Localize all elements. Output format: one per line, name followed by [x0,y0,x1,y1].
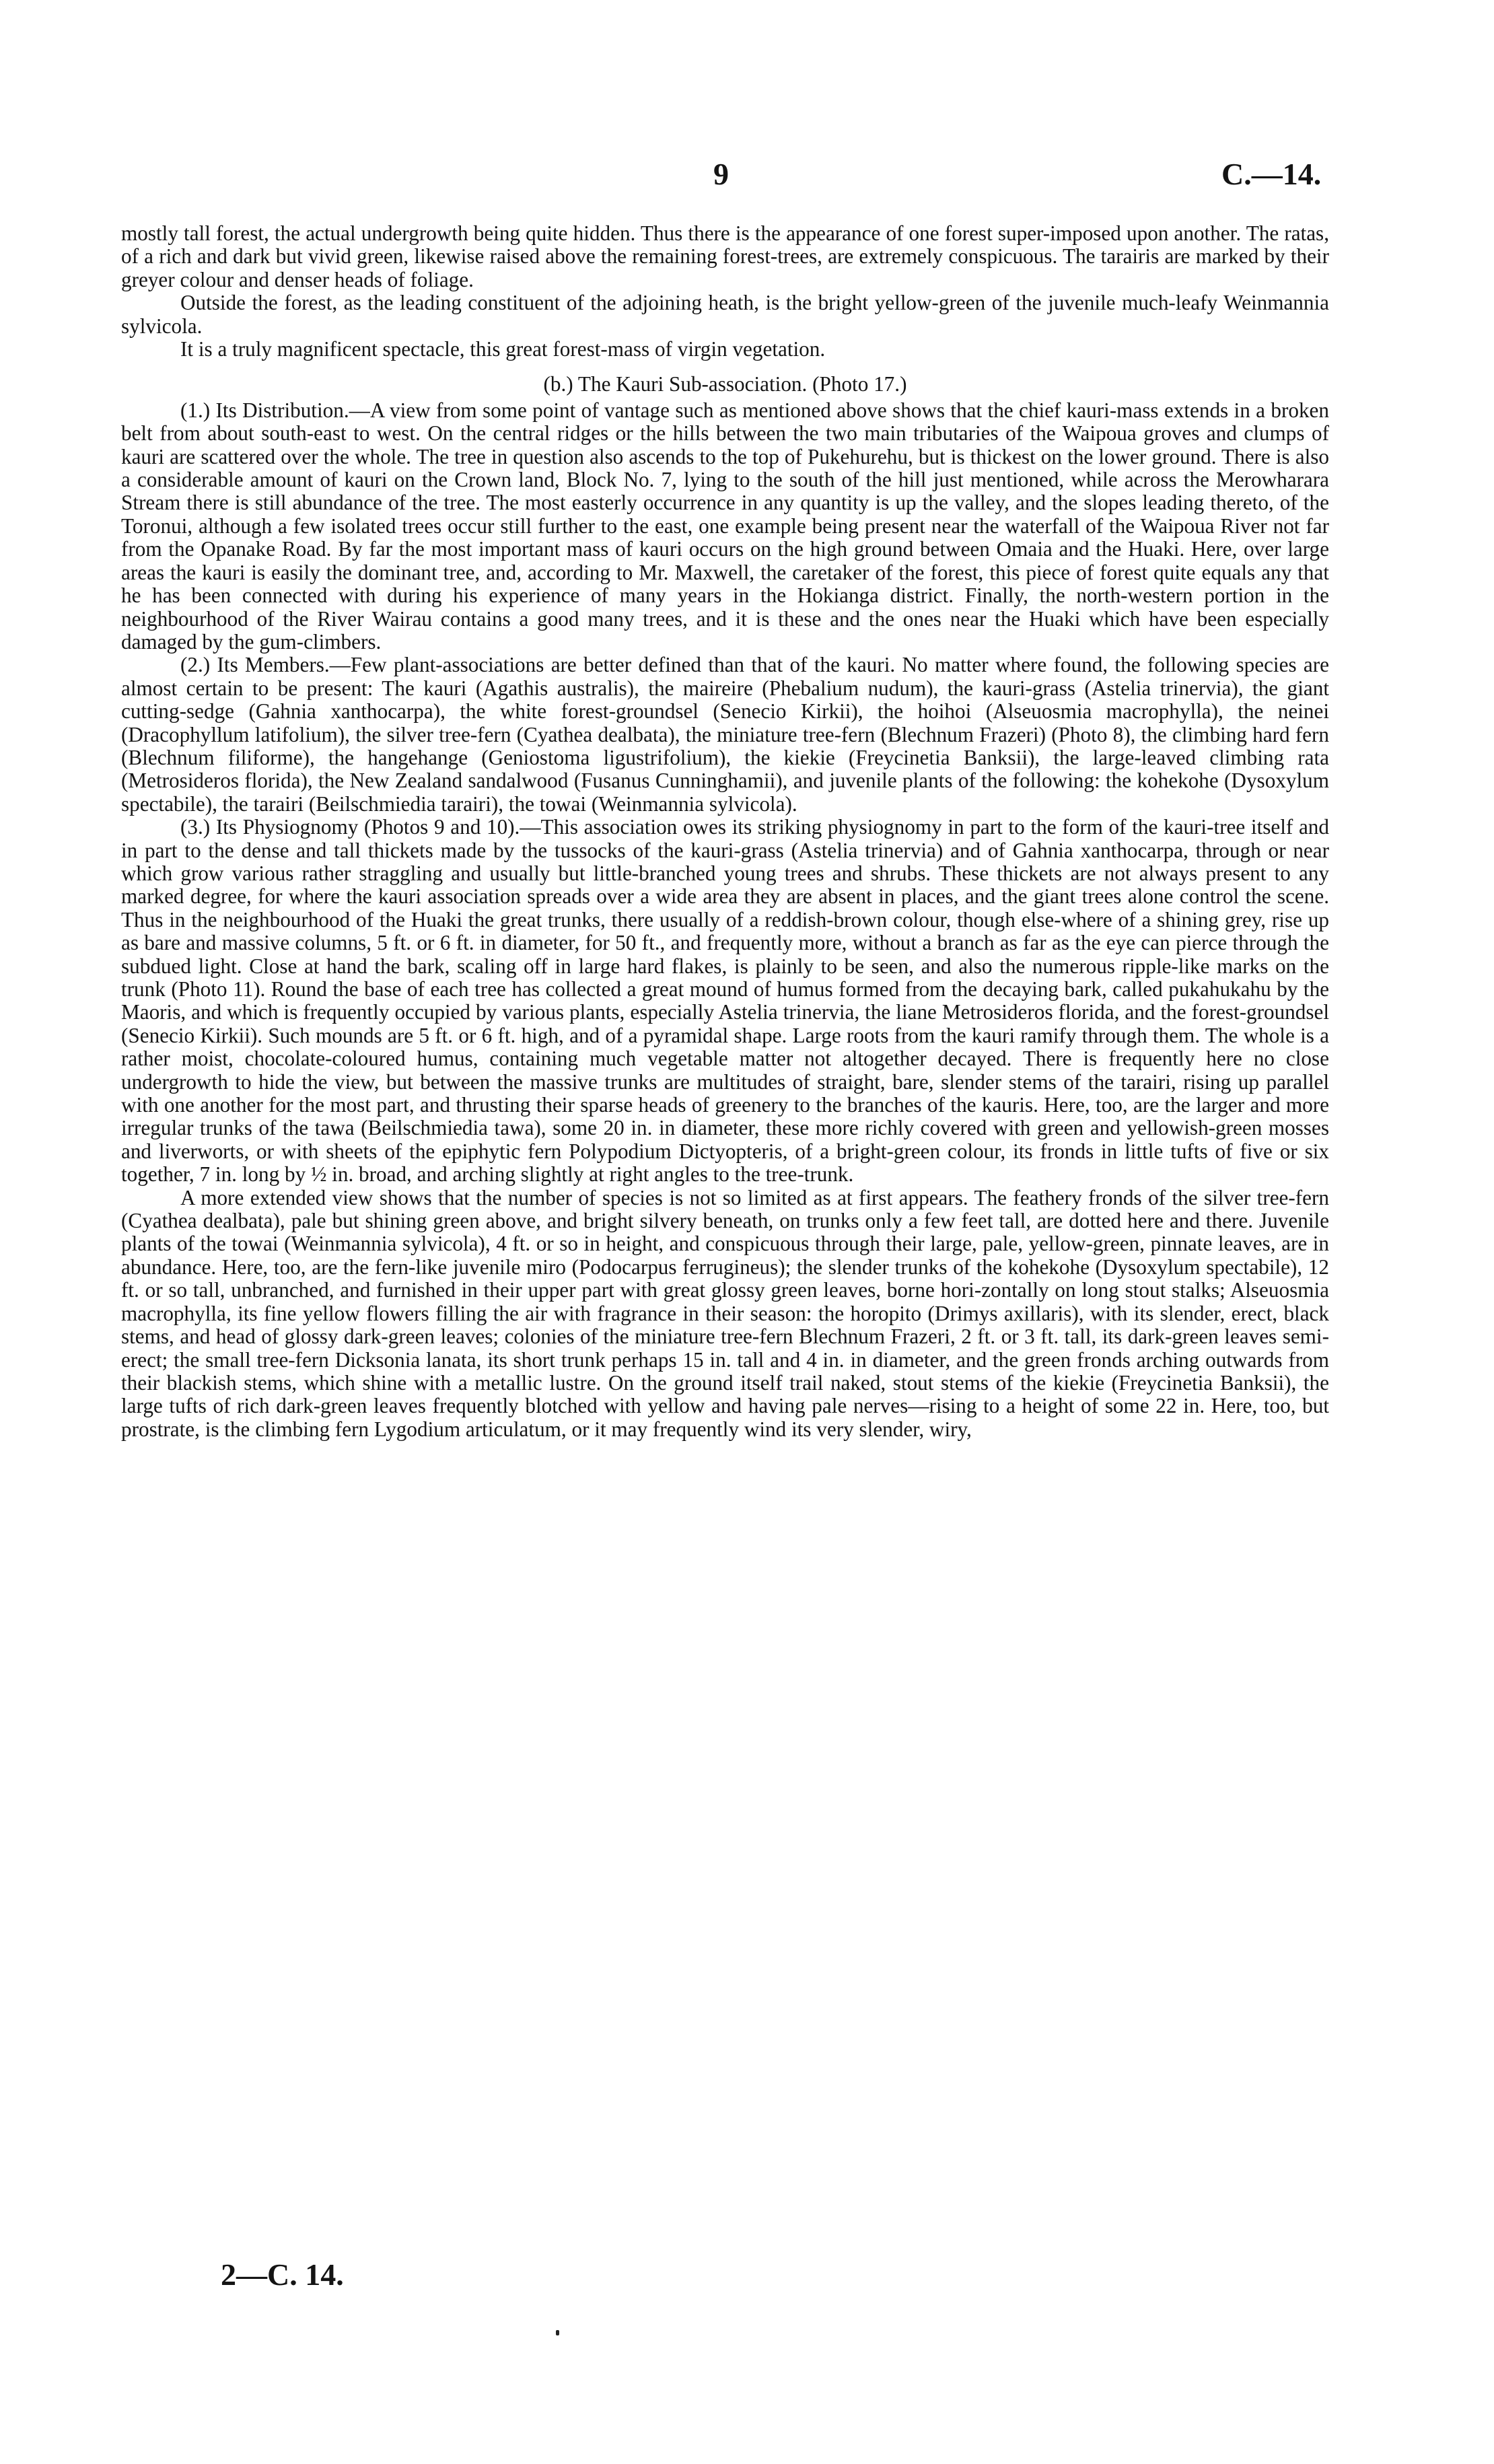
print-speck [556,2330,559,2335]
paragraph-extended-view: A more extended view shows that the number of species is not so limited as at first appears. The feathery fronds of the silver tree-fern (Cyathea dealbata), pale but shining green above, and bright silvery beneath, on trunks only a few feet tall, are dotted here and there. Juvenile plants of the towai (Weinmannia sylvicola), 4 ft. or so in height, and conspicuous through their large, pale, yellow-green, pinnate leaves, are in abundance. Here, too, are the fern-like juvenile miro (Podocarpus ferrugineus); the slender trunks of the kohekohe (Dysoxylum spectabile), 12 ft. or so tall, unbranched, and furnished in their upper part with great glossy green leaves, borne hori-zontally on long stout stalks; Alseuosmia macrophylla, its fine yellow flowers filling the air with fragrance in their season: the horopito (Drimys axillaris), with its slender, erect, black stems, and head of glossy dark-green leaves; colonies of the miniature tree-fern Blechnum Frazeri, 2 ft. or 3 ft. tall, its dark-green leaves semi-erect; the small tree-fern Dicksonia lanata, its short trunk perhaps 15 in. tall and 4 in. in diameter, and the green fronds arching outwards from their blackish stems, which shine with a metallic lustre. On the ground itself trail naked, stout stems of the kiekie (Freycinetia Banksii), the large tufts of rich dark-green leaves frequently blotched with yellow and having pale nerves—rising to a height of some 22 in. Here, too, but prostrate, is the climbing fern Lygodium articulatum, or it may frequently wind its very slender, wiry, [121,1185,1329,1441]
paragraph-2: Outside the forest, as the leading constituent of the adjoining heath, is the bright yellow-green of the juvenile much-leafy Weinmannia sylvicola. [121,291,1329,338]
document-reference: C.—14. [1221,157,1322,191]
paragraph-3: It is a truly magnificent spectacle, this great forest-mass of virgin vegetation. [180,337,826,361]
paragraph-distribution: (1.) Its Distribution.—A view from some point of vantage such as mentioned above shows that the chief kauri-mass extends in a broken belt from about south-east to west. On the central ridges or the hills between the two main tributaries of the Waipoua groves and clumps of kauri are scattered over the whole. The tree in question also ascends to the top of Pukehurehu, but is thickest on the lower ground. There is also a considerable amount of kauri on the Crown land, Block No. 7, lying to the south of the hill just mentioned, while across the Merowharara Stream there is still abundance of the tree. The most easterly occurrence in any quantity is up the valley, and the slopes leading thereto, of the Toronui, although a few isolated trees occur still further to the east, one example being present near the waterfall of the Waipoua River not far from the Opanake Road. By far the most important mass of kauri occurs on the high ground between Omaia and the Huaki. Here, over large areas the kauri is easily the dominant tree, and, according to Mr. Maxwell, the caretaker of the forest, this piece of forest quite equals any that he has been connected with during his experience of many years in the Hokianga district. Finally, the north-western portion in the neighbourhood of the River Wairau contains a good many trees, and it is these and the ones near the Huaki which have been especially damaged by the gum-climbers. [121,398,1329,654]
signature-mark: 2—C. 14. [221,2257,344,2292]
paragraph-1: mostly tall forest, the actual undergrowth being quite hidden. Thus there is the appearance of one forest super-imposed upon another. The ratas, of a rich and dark but vivid green, likewise raised above the remaining forest-trees, are extremely conspicuous. The tarairis are marked by their greyer colour and denser heads of foliage. [121,221,1329,291]
paragraph-physiognomy: (3.) Its Physiognomy (Photos 9 and 10).—This association owes its striking physiognomy in part to the form of the kauri-tree itself and in part to the dense and tall thickets made by the tussocks of the kauri-grass (Astelia trinervia) and of Gahnia xanthocarpa, through or near which grow various rather straggling and usually but little-branched young trees and shrubs. These thickets are not always present to any marked degree, for where the kauri association spreads over a wide area they are absent in places, and the giant trees alone control the scene. Thus in the neighbourhood of the Huaki the great trunks, there usually of a reddish-brown colour, though else-where of a shining grey, rise up as bare and massive columns, 5 ft. or 6 ft. in diameter, for 50 ft., and frequently more, without a branch as far as the eye can pierce through the subdued light. Close at hand the bark, scaling off in large hard flakes, is plainly to be seen, and also the numerous ripple-like marks on the trunk (Photo 11). Round the base of each tree has collected a great mound of humus formed from the decaying bark, called pukahukahu by the Maoris, and which is frequently occupied by various plants, especially Astelia trinervia, the liane Metrosideros florida, and the forest-groundsel (Senecio Kirkii). Such mounds are 5 ft. or 6 ft. high, and of a pyramidal shape. Large roots from the kauri ramify through them. The whole is a rather moist, chocolate-coloured humus, containing much vegetable matter not altogether decayed. There is frequently here no close undergrowth to hide the view, but between the massive trunks are multitudes of straight, bare, slender stems of the tarairi, rising up parallel with one another for the most part, and thrusting their sparse heads of greenery to the branches of the kauris. Here, too, are the larger and more irregular trunks of the tawa (Beilschmiedia tawa), some 20 in. in diameter, these more richly covered with green and yellowish-green mosses and liverworts, or with sheets of the epiphytic fern Polypodium Dictyopteris, of a bright-green colour, its fronds in little tufts of five or six together, 7 in. long by ½ in. broad, and arching slightly at right angles to the tree-trunk. [121,815,1329,1187]
paragraph-members: (2.) Its Members.—Few plant-associations are better defined than that of the kauri. No matter where found, the following species are almost certain to be present: The kauri (Agathis australis), the maireire (Phebalium nudum), the kauri-grass (Astelia trinervia), the giant cutting-sedge (Gahnia xanthocarpa), the white forest-groundsel (Senecio Kirkii), the hoihoi (Alseuosmia macrophylla), the neinei (Dracophyllum latifolium), the silver tree-fern (Cyathea dealbata), the miniature tree-fern (Blechnum Frazeri) (Photo 8), the climbing hard fern (Blechnum filiforme), the hangehange (Geniostoma ligustrifolium), the kiekie (Freycinetia Banksii), the large-leaved climbing rata (Metrosideros florida), the New Zealand sandalwood (Fusanus Cunninghamii), and juvenile plants of the following: the kohekohe (Dysoxylum spectabile), the tarairi (Beilschmiedia tarairi), the towai (Weinmannia sylvicola). [121,653,1329,816]
page-number: 9 [713,157,729,191]
body-text [121,222,1329,1441]
section-heading: (b.) The Kauri Sub-association. (Photo 17.) [543,372,907,396]
